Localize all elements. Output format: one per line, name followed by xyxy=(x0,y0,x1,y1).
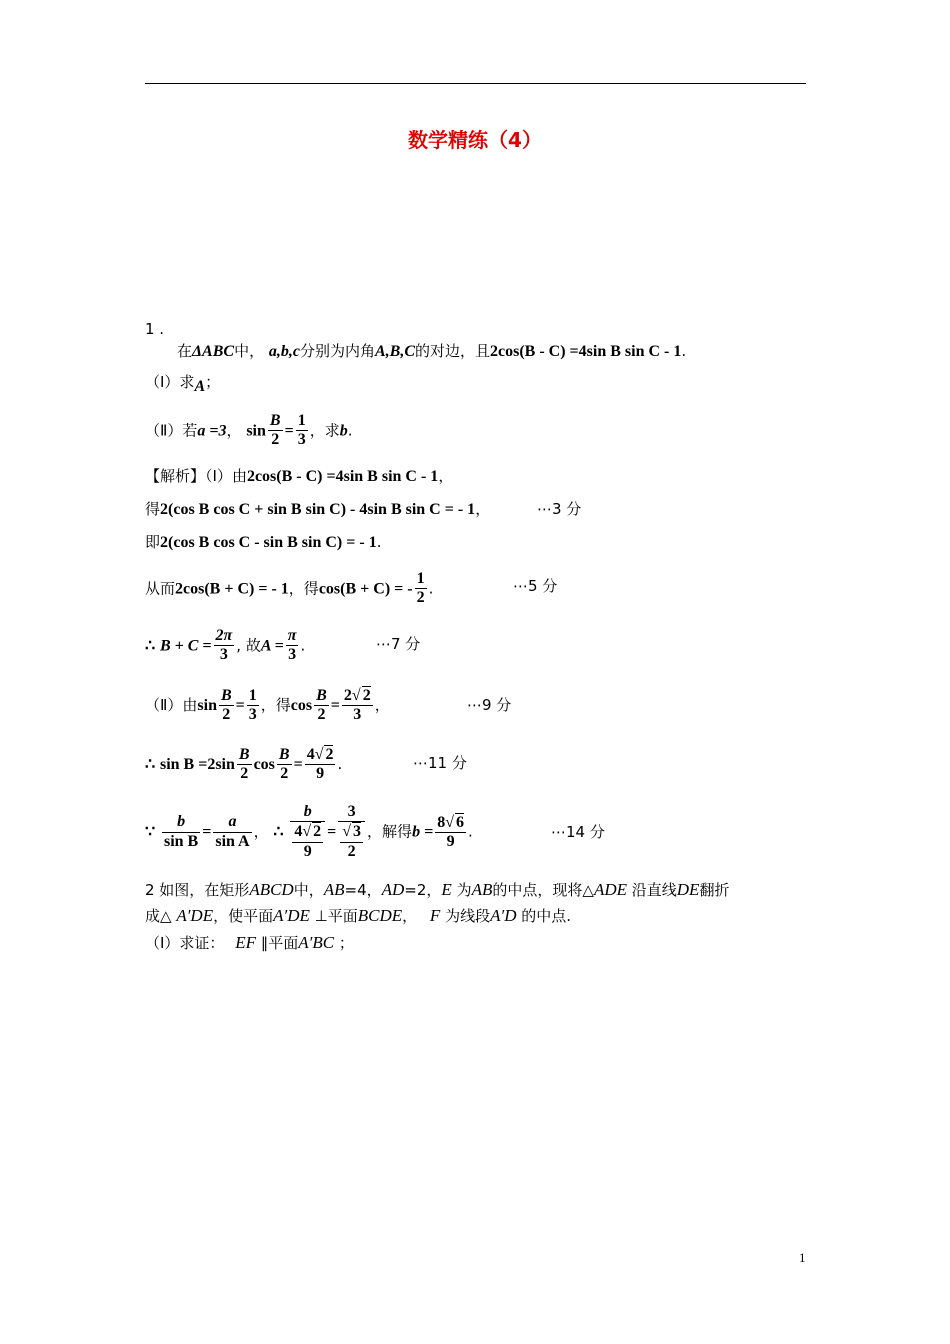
solution-step-7: ∴ sin B =2sin $\frac{B}{2}$ cos $\frac{B}{2}$ = $\frac{4√ 2}{9}$ . xyxy=(145,745,343,783)
question-2-part-1: （Ⅰ）求证： EF ∥平面A′BC ； xyxy=(145,933,354,952)
question-1-number: 1 . xyxy=(145,320,165,338)
solution-step-3: 即2(cos B cos C - sin B sin C) = - 1. xyxy=(145,533,382,551)
solution-step-2: 得2(cos B cos C + sin B sin C) - 4sin B sin C = - 1， xyxy=(145,500,491,518)
fraction: $\frac{B}{2}$ xyxy=(238,745,250,782)
fraction: $\frac{b}{\text{sin B}}$ xyxy=(163,813,199,850)
question-1-stem: 在ΔABC中， a,b,c分别为内角A,B,C的对边，且2cos(B - C) =4sin B sin C - 1. xyxy=(177,342,687,360)
compound-fraction: $\frac{b}{\frac{4√ 2}{9}}$ xyxy=(290,803,325,861)
question-1-part-2: （Ⅱ）若a =3， sin $\frac{B}{2}$ = $\frac{1}{3}$ ，求b. xyxy=(145,412,353,449)
question-2-line-1: 2 如图，在矩形ABCD中，AB=4，AD=2，E 为AB的中点，现将△ADE 沿直线DE翻折 xyxy=(145,880,730,899)
condition-equation: 2cos(B - C) =4sin B sin C - 1 xyxy=(490,343,682,360)
solution-step-4: 从而2cos(B + C) = - 1，得cos(B + C) = - $\frac{1}{2}$ . xyxy=(145,570,434,607)
page-number: 1 xyxy=(799,1250,806,1265)
question-1-part-1: （Ⅰ）求A； xyxy=(145,373,221,395)
fraction: $\frac{2\pi}{3}$ xyxy=(215,627,233,664)
solution-step-1: 【解析】（Ⅰ）由2cos(B - C) =4sin B sin C - 1， xyxy=(145,467,454,485)
page-title: 数学精练（4） xyxy=(408,128,542,152)
fraction: $\frac{1}{3}$ xyxy=(248,686,257,723)
score-mark: ⋯3 分 xyxy=(537,500,582,518)
fraction: $\frac{B}{2}$ xyxy=(316,686,327,723)
fraction: $\frac{4√ 2}{9}$ xyxy=(306,746,334,783)
fraction: $\frac{\pi}{3}$ xyxy=(287,627,297,664)
fraction: $\frac{8√ 6}{9}$ xyxy=(437,813,464,851)
solution-heading: 【解析】 xyxy=(145,467,206,485)
compound-fraction: $\frac{3}{\frac{√ 3}{2}}$ xyxy=(338,803,365,861)
solution-step-8: ∵ $\frac{b}{\text{sin B}}$ = $\frac{a}{\text{sin A}}$ ， ∴ $\frac{b}{\frac{4√ 2}{9}}$ = $\frac{3}{\frac{√ 3}{2}}$ ，解得b = $\frac{8√ 6}{9}$ . xyxy=(145,803,473,860)
fraction: $\frac{B}{2}$ xyxy=(278,745,290,782)
fraction: $\frac{B}{2}$ xyxy=(220,686,232,723)
solution-step-5: ∴ B + C = $\frac{2\pi}{3}$ , 故A = $\frac{\pi}{3}$ . xyxy=(145,627,306,664)
fraction: $\frac{1}{3}$ xyxy=(297,412,306,449)
header-rule xyxy=(145,83,806,84)
fraction: $\frac{2√ 2}{3}$ xyxy=(343,687,371,724)
solution-step-6: （Ⅱ）由sin $\frac{B}{2}$ = $\frac{1}{3}$ ，得cos $\frac{B}{2}$ = $\frac{2√ 2}{3}$ ， xyxy=(145,686,390,724)
fraction: $\frac{B}{2}$ xyxy=(269,412,281,449)
fraction: $\frac{1}{2}$ xyxy=(416,570,425,607)
score-mark: ⋯7 分 xyxy=(376,635,421,653)
score-mark: ⋯9 分 xyxy=(467,696,512,714)
score-mark: ⋯11 分 xyxy=(413,754,467,772)
triangle-label: ΔABC xyxy=(192,343,235,360)
question-2-line-2: 成△ A′DE，使平面A′DE ⊥平面BCDE， F 为线段A′D 的中点. xyxy=(145,906,572,925)
fraction: $\frac{a}{\text{sin A}}$ xyxy=(215,813,250,850)
score-mark: ⋯5 分 xyxy=(513,577,558,595)
score-mark: ⋯14 分 xyxy=(551,823,605,841)
